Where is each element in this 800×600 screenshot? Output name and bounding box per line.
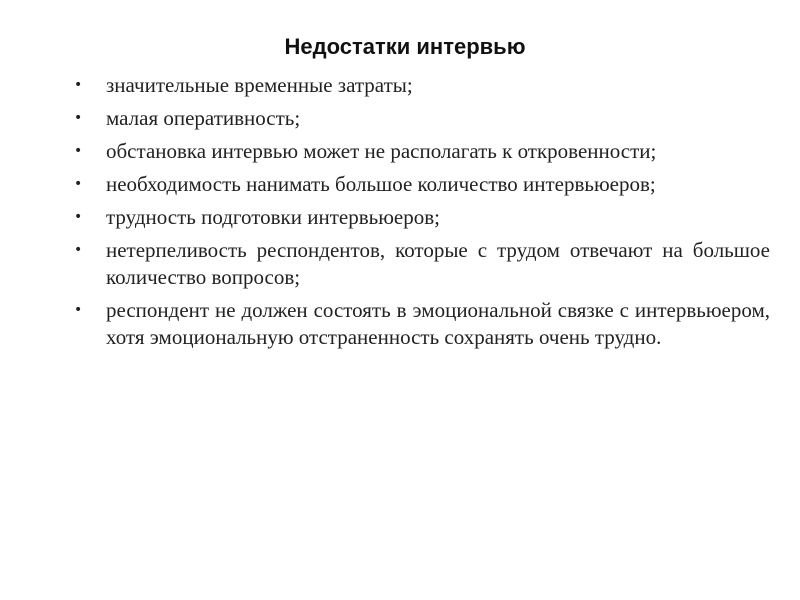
list-item: [72, 72, 770, 99]
bullet-icon: •: [74, 176, 83, 192]
bullet-icon: •: [74, 302, 83, 318]
bullet-icon: •: [74, 77, 83, 93]
list-item: [72, 138, 770, 165]
list-item: [72, 171, 770, 198]
list-item-text: малая оперативность;: [106, 106, 301, 130]
bullet-icon: •: [74, 242, 83, 258]
list-item: [72, 204, 770, 231]
list-item-text: трудность подготовки интервьюеров;: [106, 205, 440, 229]
slide-title: Недостатки интервью: [284, 34, 526, 59]
list-item-text: обстановка интервью может не располагать к откровенности;: [106, 139, 657, 163]
list-item-text: нетерпеливость респондентов, которые с трудом отвечают на большое количество вопросов;: [106, 238, 770, 289]
bullet-icon: •: [74, 143, 83, 159]
list-item-text: необходимость нанимать большое количество интервьюеров;: [106, 172, 656, 196]
bullet-list: [72, 72, 770, 357]
list-item: [72, 297, 770, 351]
list-item-text: значительные временные затраты;: [106, 73, 413, 97]
bullet-icon: •: [74, 110, 83, 126]
bullet-icon: •: [74, 209, 83, 225]
list-item: [72, 237, 770, 291]
list-item: [72, 105, 770, 132]
list-item-text: респондент не должен состоять в эмоциональной связке с интервьюером, хотя эмоциональную отстраненность сохранять очень трудно.: [106, 298, 770, 349]
